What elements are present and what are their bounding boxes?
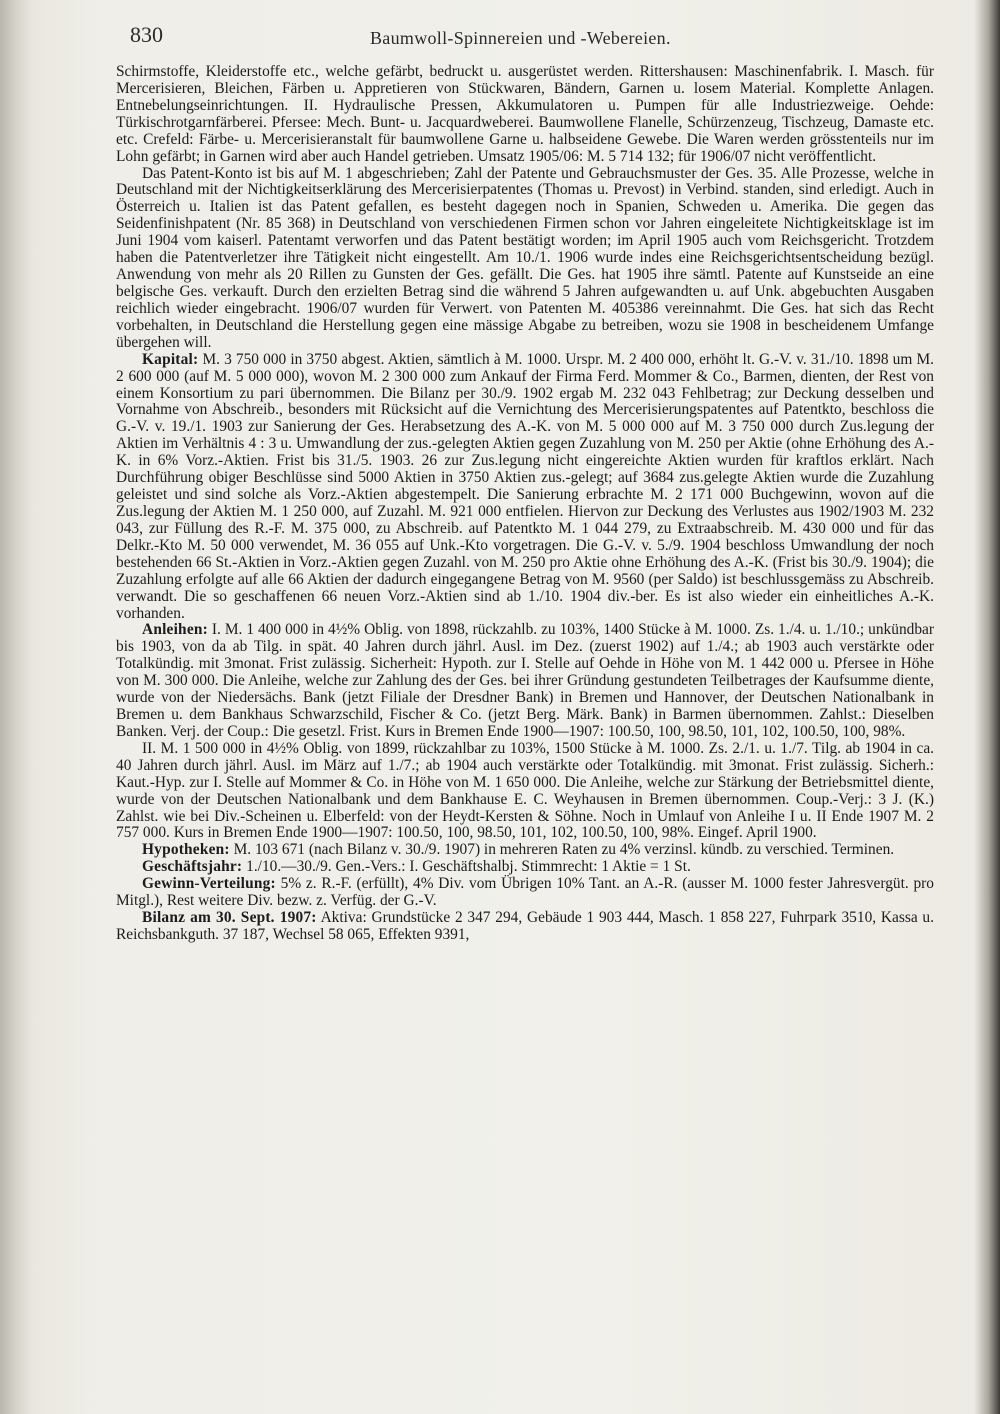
page-number: 830 [130, 22, 163, 47]
article-body [116, 64, 934, 944]
running-title: Baumwoll-Spinnereien und -Webereien. [370, 28, 671, 48]
section-label: Geschäftsjahr: [142, 858, 243, 876]
page-edge [974, 0, 1000, 1414]
section-label: Bilanz am 30. Sept. 1907: [142, 909, 317, 927]
section-gewinn-verteilung: Gewinn-Verteilung: 5% z. R.-F. (erfüllt), 4% Div. vom Übrigen 10% Tant. an A.-R. (ausser M. 1000 fester Jahresvergüt. pro Mitgl.), Rest weitere Div. bezw. z. Verfüg. der G.-V. [116, 875, 934, 910]
paragraph-anleihe-ii: II. M. 1 500 000 in 4½% Oblig. von 1899, rückzahlbar zu 103%, 1500 Stücke à M. 1000. Zs. 2./1. u. 1./7. Tilg. ab 1904 in ca. 40 Jahren durch jährl. Ausl. im März auf 1./7.; ab 1904 auch verstärkte oder Totalkündig. mit 3monat. Frist zulässig. Sicherh.: Kaut.-Hyp. zur I. Stelle auf Mommer & Co. in Höhe von M. 1 650 000. Die Anleihe, welche zur Stärkung der Betriebsmittel diente, wurde von der Deutschen Nationalbank und dem Bankhause E. C. Weyhausen in Bremen übernommen. Coup.-Verj.: 3 J. (K.) Zahlst. wie bei Div.-Scheinen u. Elberfeld: von der Heydt-Kersten & Söhne. Noch in Umlauf von Anleihe I u. II Ende 1907 M. 2 757 000. Kurs in Bremen Ende 1900—1907: 100.50, 100, 98.50, 101, 102, 100.50, 100, 98%. Eingef. April 1900. [116, 739, 934, 842]
section-geschaeftsjahr: Geschäftsjahr: 1./10.—30./9. Gen.-Vers.: I. Geschäftshalbj. Stimmrecht: 1 Aktie = 1 St. [142, 858, 691, 876]
binding-shadow [0, 0, 34, 1414]
paragraph-patents: Das Patent-Konto ist bis auf M. 1 abgeschrieben; Zahl der Patente und Gebrauchsmuster der Ges. 35. Alle Prozesse, welche in Deutschland mit der Nichtigkeitserklärung des Mercerisierpatentes (Thomas u. Prevost) in Verbind. standen, sind erledigt. Auch in Österreich u. Italien ist das Patent gefallen, es besteht dagegen noch in Spanien, Schweden u. Amerika. Die gegen das Seidenfinishpatent (Nr. 85 368) in Deutschland von verschiedenen Firmen schon vor Jahren eingeleitete Nichtigkeitsklage ist im Juni 1904 vom kaiserl. Patentamt verworfen und das Patent bestätigt worden; im April 1905 auch vom Reichsgericht. Trotzdem haben die Patentverletzer ihre Tätigkeit nicht eingestellt. Am 10./1. 1906 wurde indes eine Reichsgerichtsentscheidung bezügl. Anwendung von mehr als 20 Rillen zu Gunsten der Ges. gefällt. Die Ges. hat 1905 ihre sämtl. Patente auf Kunstseide an eine belgische Ges. verkauft. Durch den erzielten Betrag sind die während 5 Jahren aufgewandten u. auf Unk. abgebuchten Ausgaben reichlich wieder eingebracht. 1906/07 wurden für Verwert. von Patenten M. 405386 vereinnahmt. Die Ges. hat sich das Recht vorbehalten, in Deutschland die Herstellung gegen eine mässige Abgabe zu betreiben, wozu sie 1908 in bescheidenem Umfange übergehen will. [116, 164, 934, 351]
page-header [130, 22, 930, 52]
paragraph-operations: Schirmstoffe, Kleiderstoffe etc., welche gefärbt, bedruckt u. ausgerüstet werden. Rittershausen: Maschinenfabrik. I. Masch. für Mercerisieren, Bleichen, Färben u. Appretieren von Stückwaren, Bändern, Garnen u. losem Material. Komplette Anlagen. Entnebelungseinrichtungen. II. Hydraulische Pressen, Akkumulatoren u. Pumpen für alle Industriezweige. Oehde: Türkischrotgarnfärberei. Pfersee: Mech. Bunt- u. Jacquardweberei. Baumwollene Flanelle, Schürzenzeug, Tischzeug, Damaste etc. etc. Crefeld: Färbe- u. Mercerisieranstalt für baumwollene Garne u. halbseidene Gewebe. Die Waren werden grösstenteils nur im Lohn gefärbt; in Garnen wird aber auch Handel getrieben. Umsatz 1905/06: M. 5 714 132; für 1906/07 nicht veröffentlicht. [116, 63, 934, 165]
section-label: Hypotheken: [142, 841, 230, 859]
section-label: Gewinn-Verteilung: [142, 875, 276, 893]
section-label: Anleihen: [142, 621, 208, 639]
section-anleihen: Anleihen: I. M. 1 400 000 in 4½% Oblig. von 1898, rückzahlb. zu 103%, 1400 Stücke à M. 1000. Zs. 1./4. u. 1./10.; unkündbar bis 1903, von da ab Tilg. in spät. 40 Jahren durch jährl. Ausl. im Dez. (zuerst 1902) auf 1./4.; ab 1903 auch verstärkte oder Totalkündig. mit 3monat. Frist zulässig. Sicherheit: Hypoth. zur I. Stelle auf Oehde in Höhe von M. 1 442 000 u. Pfersee in Höhe von M. 300 000. Die Anleihe, welche zur Zahlung des der Ges. bei ihrer Gründung gestundeten Teilbetrages der Kaufsumme diente, wurde von der Niedersächs. Bank (jetzt Filiale der Dresdner Bank) in Bremen und Hannover, der Deutschen Nationalbank in Bremen u. dem Bankhaus Schwarzschild, Fischer & Co. (jetzt Berg. Märk. Bank) in Barmen übernommen. Zahlst.: Dieselben Banken. Verj. der Coup.: Die gesetzl. Frist. Kurs in Bremen Ende 1900—1907: 100.50, 100, 98.50, 101, 102, 100.50, 100, 98%. [116, 621, 934, 740]
section-bilanz: Bilanz am 30. Sept. 1907: Aktiva: Grundstücke 2 347 294, Gebäude 1 903 444, Masch. 1 858 227, Fuhrpark 3510, Kassa u. Reichsbankguth. 37 187, Wechsel 58 065, Effekten 9391, [116, 909, 934, 944]
section-label: Kapital: [142, 350, 199, 368]
section-hypotheken: Hypotheken: M. 103 671 (nach Bilanz v. 30./9. 1907) in mehreren Raten zu 4% verzinsl. kündb. zu verschied. Terminen. [142, 841, 895, 859]
section-kapital: Kapital: M. 3 750 000 in 3750 abgest. Aktien, sämtlich à M. 1000. Urspr. M. 2 400 000, erhöht lt. G.-V. v. 31./10. 1898 um M. 2 600 000 (auf M. 5 000 000), wovon M. 2 300 000 zum Ankauf der Firma Ferd. Mommer & Co., Barmen, dienten, der Rest von einem Konsortium zu pari übernommen. Die Bilanz per 30./9. 1902 ergab M. 232 043 Fehlbetrag; zur Deckung desselben und Vornahme von Abschreib., besonders mit Rücksicht auf die Vernichtung des Mercerisierungspatentes auf Patentkto, beschloss die G.-V. v. 19./1. 1903 zur Sanierung der Ges. Herabsetzung des A.-K. von M. 5 000 000 auf M. 3 750 000 durch Zus.legung der Aktien im Verhältnis 4 : 3 u. Umwandlung der zus.-gelegten Aktien gegen Zuzahlung von M. 250 per Aktie (ohne Erhöhung des A.-K. in 6% Vorz.-Aktien. Frist bis 31./5. 1903. 26 zur Zus.legung nicht eingereichte Aktien wurden für kraftlos erklärt. Nach Durchführung obiger Beschlüsse sind 5000 Aktien in 3750 Aktien zus.-gelegt; auf 3684 zus.gelegte Aktien wurde die Zuzahlung geleistet und sind solche als Vorz.-Aktien abgestempelt. Die Sanierung erbrachte M. 2 171 000 Buchgewinn, wovon auf die Zus.legung der Aktien M. 1 250 000, auf Zuzahl. M. 921 000 entfielen. Hiervon zur Deckung des Verlustes aus 1902/1903 M. 232 043, zur Füllung des R.-F. M. 375 000, zu Abschreib. auf Patentkto M. 1 044 279, zu Extraabschreib. M. 430 000 und für das Delkr.-Kto M. 50 000 verwendet, M. 36 055 auf Unk.-Kto vorgetragen. Die G.-V. v. 5./9. 1904 beschloss Umwandlung der noch bestehenden 66 St.-Aktien in Vorz.-Aktien gegen Zuzahl. von M. 250 pro Aktie ohne Erhöhung des A.-K. (Frist bis 30./9. 1904); die Zuzahlung erfolgte auf alle 66 Aktien der dadurch eingegangene Betrag von M. 9560 (per Saldo) ist beschlussgemäss zu Abschreib. verwandt. Die so geschaffenen 66 neuen Vorz.-Aktien sind ab 1./10. 1904 div.-ber. Es ist also wieder ein einheitliches A.-K. vorhanden. [116, 350, 934, 622]
